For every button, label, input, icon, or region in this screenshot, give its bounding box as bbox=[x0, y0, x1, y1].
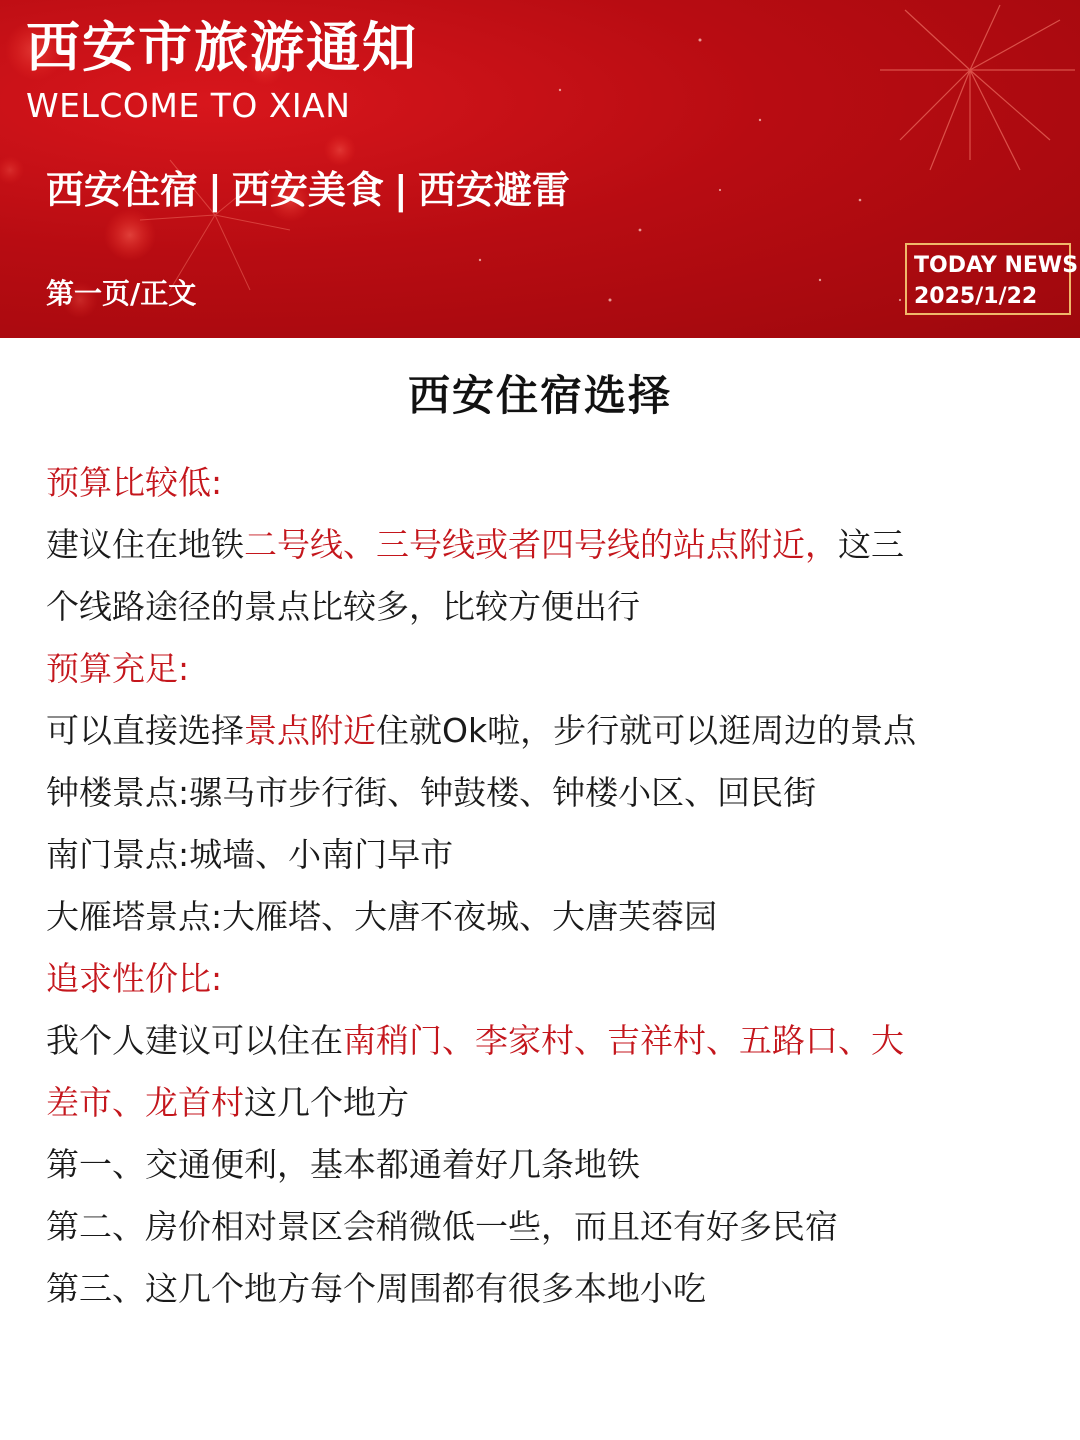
category-separator: | bbox=[393, 168, 408, 212]
low-budget-line-2: 个线路途径的景点比较多，比较方便出行 bbox=[46, 587, 640, 626]
enough-budget-line-3: 南门景点:城墙、小南门早市 bbox=[46, 835, 454, 874]
value-line-4: 第二、房价相对景区会稍微低一些，而且还有好多民宿 bbox=[46, 1207, 838, 1246]
text-segment: 我个人建议可以住在 bbox=[46, 1021, 343, 1060]
enough-budget-line-2: 钟楼景点:骡马市步行街、钟鼓楼、钟楼小区、回民街 bbox=[46, 773, 817, 812]
enough-budget-label: 预算充足: bbox=[46, 649, 190, 688]
text-segment: 建议住在地铁 bbox=[46, 525, 244, 564]
article-body bbox=[46, 338, 1046, 1320]
text-segment: 住就Ok啦，步行就可以逛周边的景点 bbox=[376, 711, 917, 750]
value-line-3: 第一、交通便利，基本都通着好几条地铁 bbox=[46, 1145, 640, 1184]
enough-budget-line-4: 大雁塔景点:大雁塔、大唐不夜城、大唐芙蓉园 bbox=[46, 897, 718, 936]
category-lodging: 西安住宿 bbox=[46, 168, 199, 212]
highlight-segment: 景点附近 bbox=[244, 711, 376, 750]
highlight-segment: 二号线、三号线或者四号线的站点附近， bbox=[244, 525, 838, 564]
banner-subtitle: WELCOME TO XIAN bbox=[26, 86, 351, 125]
text-segment: 这几个地方 bbox=[244, 1083, 409, 1122]
news-label: TODAY NEWS bbox=[914, 253, 1079, 278]
value-line-2 bbox=[46, 1072, 1046, 1134]
enough-budget-line-1 bbox=[46, 700, 1046, 762]
value-line-5: 第三、这几个地方每个周围都有很多本地小吃 bbox=[46, 1269, 706, 1308]
low-budget-line-1 bbox=[46, 514, 1046, 576]
highlight-segment: 南稍门、李家村、吉祥村、五路口、大 bbox=[343, 1021, 904, 1060]
highlight-segment: 差市、龙首村 bbox=[46, 1083, 244, 1122]
value-line-1 bbox=[46, 1010, 1046, 1072]
banner-title: 西安市旅游通知 bbox=[26, 16, 418, 79]
text-segment: 这三 bbox=[838, 525, 904, 564]
header-banner bbox=[0, 0, 1080, 338]
category-food: 西安美食 bbox=[231, 168, 384, 212]
low-budget-label: 预算比较低: bbox=[46, 463, 223, 502]
page-label: 第一页/正文 bbox=[46, 277, 197, 310]
value-label: 追求性价比: bbox=[46, 959, 223, 998]
text-segment: 可以直接选择 bbox=[46, 711, 244, 750]
news-date: 2025/1/22 bbox=[914, 284, 1038, 309]
category-separator: | bbox=[208, 168, 222, 212]
category-avoid: 西安避雷 bbox=[417, 168, 570, 212]
today-news-badge bbox=[905, 243, 1079, 315]
article-title: 西安住宿选择 bbox=[407, 371, 672, 420]
category-list bbox=[46, 166, 570, 214]
